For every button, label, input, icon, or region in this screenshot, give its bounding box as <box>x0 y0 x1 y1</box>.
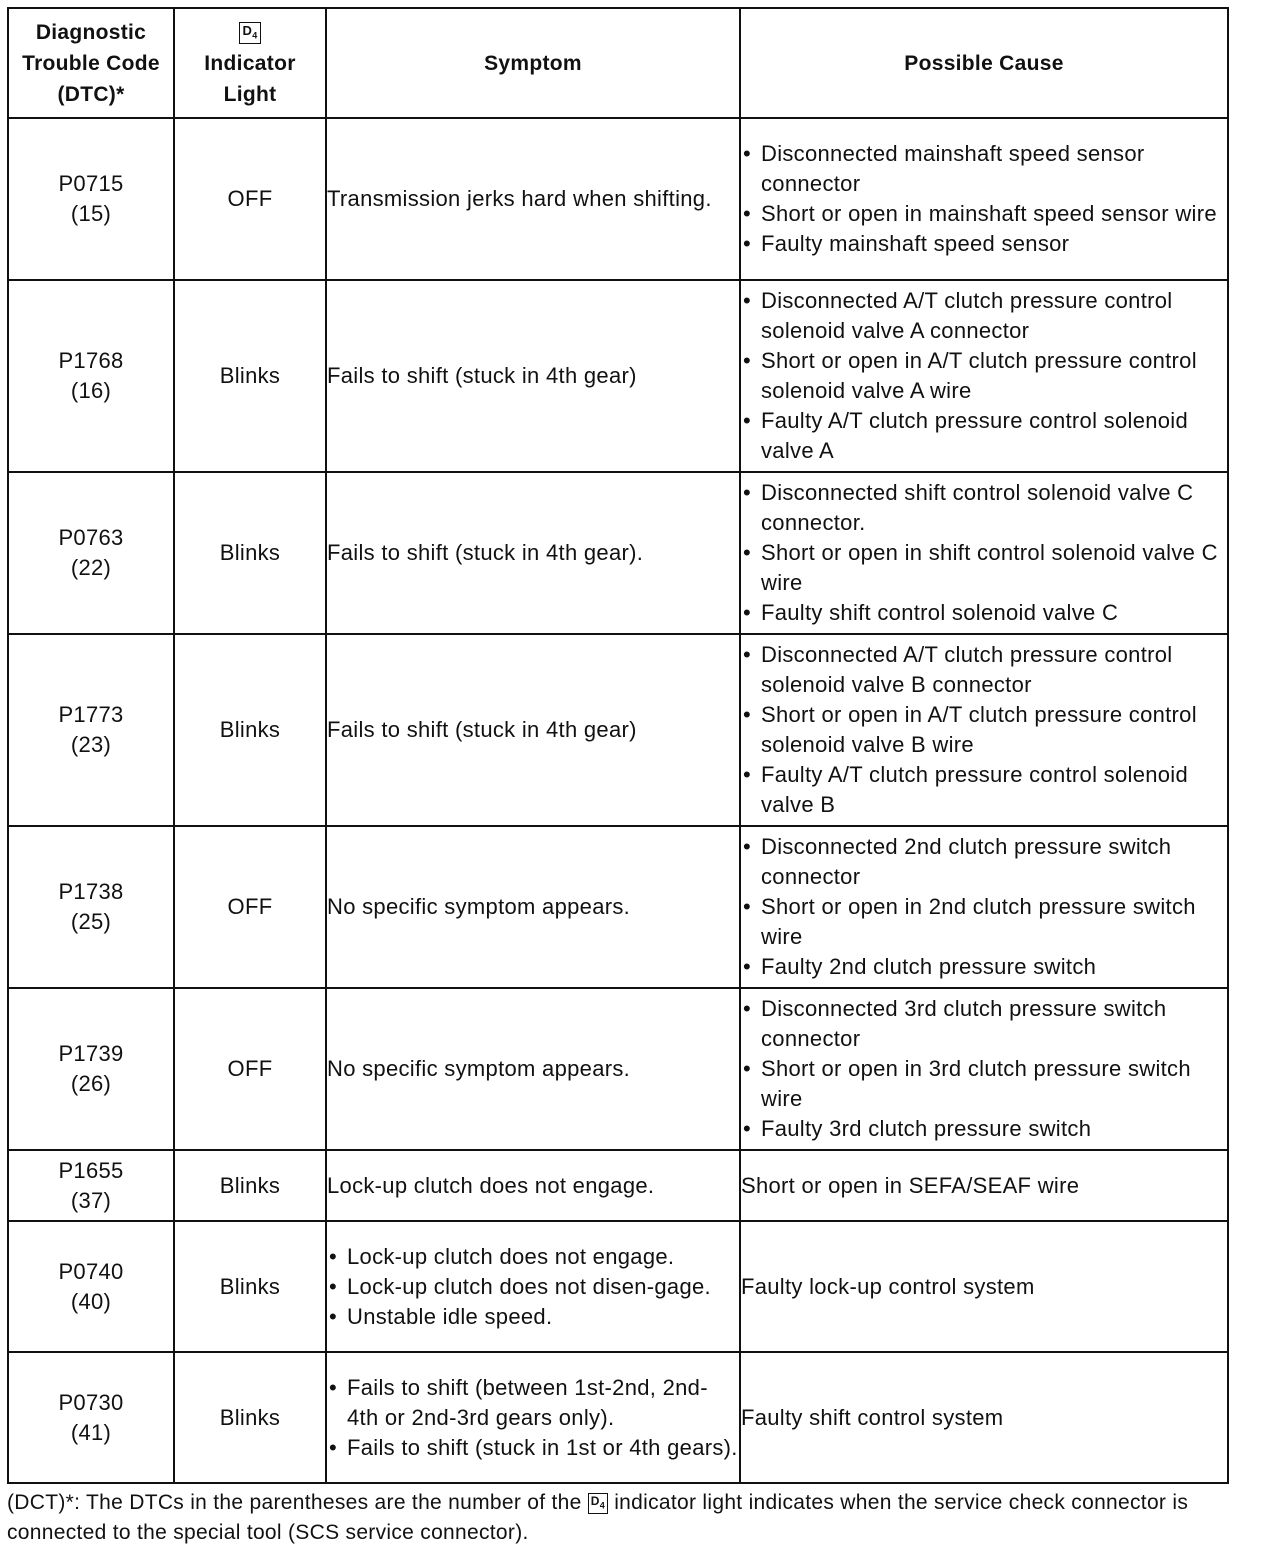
dtc-cell <box>8 472 174 634</box>
symptom-item: • Unstable idle speed. <box>327 1302 739 1332</box>
dtc-code: P1768 <box>58 348 124 373</box>
dtc-blink-number: (16) <box>70 378 112 403</box>
symptom-item: • Fails to shift (stuck in 1st or 4th gears). <box>327 1433 739 1463</box>
d4-indicator-icon: $D_4$ <box>239 22 260 45</box>
possible-cause-item: • Short or open in shift control solenoid valve C wire <box>741 538 1227 598</box>
dtc-blink-number: (26) <box>70 1071 112 1096</box>
possible-cause-cell <box>740 634 1228 826</box>
dtc-blink-number: (40) <box>70 1288 112 1314</box>
possible-cause-item: • Faulty A/T clutch pressure control solenoid valve B <box>741 760 1227 820</box>
symptom-text: No specific symptom appears. <box>327 1056 631 1081</box>
indicator-light-cell: OFF <box>174 826 326 988</box>
table-row <box>8 988 1228 1150</box>
symptom-cell <box>326 1221 740 1352</box>
dtc-cell <box>8 988 174 1150</box>
dtc-blink-number: (41) <box>70 1419 112 1445</box>
possible-cause-list <box>741 832 1227 982</box>
dtc-code: P0730 <box>58 1389 124 1415</box>
indicator-light-cell: OFF <box>174 988 326 1150</box>
possible-cause-list <box>741 139 1227 259</box>
dtc-blink-number: (22) <box>70 555 112 580</box>
symptom-cell <box>326 118 740 280</box>
possible-cause-cell <box>740 118 1228 280</box>
symptom-text: Fails to shift (stuck in 4th gear) <box>327 363 637 388</box>
possible-cause-item: • Disconnected shift control solenoid valve C connector. <box>741 478 1227 538</box>
d4-indicator-icon: $D_4$ <box>588 1493 608 1513</box>
dtc-code: P1655 <box>58 1157 124 1183</box>
possible-cause-item: • Short or open in A/T clutch pressure control solenoid valve B wire <box>741 700 1227 760</box>
possible-cause-item: • Short or open in mainshaft speed sensor wire <box>741 199 1227 229</box>
indicator-light-cell: Blinks <box>174 1150 326 1221</box>
dtc-blink-number: (15) <box>70 201 112 226</box>
possible-cause-item: • Faulty mainshaft speed sensor <box>741 229 1227 259</box>
symptom-list <box>327 1242 739 1332</box>
symptom-item: • Lock-up clutch does not disen-gage. <box>327 1272 739 1302</box>
symptom-text: Fails to shift (stuck in 4th gear). <box>327 540 644 565</box>
possible-cause-cell <box>740 1221 1228 1352</box>
possible-cause-item: • Faulty A/T clutch pressure control solenoid valve A <box>741 406 1227 466</box>
symptom-item: • Fails to shift (between 1st-2nd, 2nd-4th or 2nd-3rd gears only). <box>327 1373 739 1433</box>
possible-cause-item: • Faulty 2nd clutch pressure switch <box>741 952 1227 982</box>
possible-cause-list <box>741 640 1227 820</box>
symptom-cell <box>326 1150 740 1221</box>
dtc-cell <box>8 280 174 472</box>
possible-cause-list <box>741 286 1227 466</box>
header-dtc <box>8 8 174 118</box>
symptom-text: Lock-up clutch does not engage. <box>327 1172 655 1198</box>
footnote-text-start: (DCT)*: The DTCs in the parentheses are the number of the <box>7 1491 588 1514</box>
table-row <box>8 1352 1228 1483</box>
possible-cause-item: • Short or open in A/T clutch pressure control solenoid valve A wire <box>741 346 1227 406</box>
table-row <box>8 280 1228 472</box>
possible-cause-cell <box>740 988 1228 1150</box>
table-header-row <box>8 8 1228 118</box>
possible-cause-item: • Faulty 3rd clutch pressure switch <box>741 1114 1227 1144</box>
possible-cause-list <box>741 478 1227 628</box>
possible-cause-cell <box>740 1352 1228 1483</box>
indicator-light-cell: Blinks <box>174 472 326 634</box>
symptom-text: Fails to shift (stuck in 4th gear) <box>327 717 637 742</box>
symptom-text: Transmission jerks hard when shifting. <box>327 186 712 211</box>
possible-cause-cell <box>740 1150 1228 1221</box>
symptom-cell <box>326 280 740 472</box>
possible-cause-item: • Disconnected A/T clutch pressure control solenoid valve B connector <box>741 640 1227 700</box>
header-indicator <box>174 8 326 118</box>
indicator-light-cell: Blinks <box>174 1352 326 1483</box>
dtc-cell <box>8 1221 174 1352</box>
possible-cause-text: Faulty shift control system <box>741 1404 1004 1430</box>
header-indicator-line-1: Indicator <box>204 51 296 75</box>
header-indicator-line-2: Light <box>223 82 277 106</box>
header-symptom: Symptom <box>326 8 740 118</box>
possible-cause-text: Short or open in SEFA/SEAF wire <box>741 1172 1080 1198</box>
possible-cause-list <box>741 994 1227 1144</box>
indicator-light-cell: Blinks <box>174 1221 326 1352</box>
dtc-code: P0740 <box>58 1258 124 1284</box>
dtc-code: P0715 <box>58 171 124 196</box>
symptom-text: No specific symptom appears. <box>327 894 631 919</box>
symptom-item: • Lock-up clutch does not engage. <box>327 1242 739 1272</box>
table-row <box>8 634 1228 826</box>
dtc-code: P1739 <box>58 1041 124 1066</box>
possible-cause-item: • Short or open in 3rd clutch pressure switch wire <box>741 1054 1227 1114</box>
possible-cause-cell <box>740 826 1228 988</box>
dtc-blink-number: (25) <box>70 909 112 934</box>
dtc-code: P1773 <box>58 702 124 727</box>
dtc-cell <box>8 1150 174 1221</box>
indicator-light-cell: OFF <box>174 118 326 280</box>
table-row <box>8 1221 1228 1352</box>
dtc-code: P1738 <box>58 879 124 904</box>
footnote <box>7 1488 1257 1548</box>
possible-cause-cell <box>740 472 1228 634</box>
dtc-blink-number: (23) <box>70 732 112 757</box>
header-cause: Possible Cause <box>740 8 1228 118</box>
possible-cause-cell <box>740 280 1228 472</box>
dtc-code: P0763 <box>58 525 124 550</box>
possible-cause-item: • Faulty shift control solenoid valve C <box>741 598 1227 628</box>
table-row <box>8 1150 1228 1221</box>
header-dtc-line-3: (DTC)* <box>57 82 125 106</box>
dtc-cell <box>8 1352 174 1483</box>
table-row <box>8 472 1228 634</box>
table-row <box>8 826 1228 988</box>
symptom-list <box>327 1373 739 1463</box>
dtc-table <box>7 7 1229 1484</box>
symptom-cell <box>326 634 740 826</box>
possible-cause-item: • Short or open in 2nd clutch pressure switch wire <box>741 892 1227 952</box>
indicator-light-cell: Blinks <box>174 280 326 472</box>
symptom-cell <box>326 826 740 988</box>
table-row <box>8 118 1228 280</box>
header-dtc-line-1: Diagnostic <box>35 20 147 44</box>
symptom-cell <box>326 472 740 634</box>
dtc-cell <box>8 634 174 826</box>
dtc-cell <box>8 826 174 988</box>
symptom-cell <box>326 1352 740 1483</box>
dtc-cell <box>8 118 174 280</box>
symptom-cell <box>326 988 740 1150</box>
header-dtc-line-2: Trouble Code <box>22 51 160 75</box>
possible-cause-item: • Disconnected A/T clutch pressure control solenoid valve A connector <box>741 286 1227 346</box>
indicator-light-cell: Blinks <box>174 634 326 826</box>
footnote-text-end: indicator light indicates when the service check connector is connected to the special tool (SCS service connector). <box>7 1491 1189 1544</box>
possible-cause-item: • Disconnected 2nd clutch pressure switch connector <box>741 832 1227 892</box>
possible-cause-item: • Disconnected mainshaft speed sensor connector <box>741 139 1227 199</box>
possible-cause-text: Faulty lock-up control system <box>741 1273 1035 1299</box>
possible-cause-item: • Disconnected 3rd clutch pressure switch connector <box>741 994 1227 1054</box>
dtc-blink-number: (37) <box>70 1187 112 1213</box>
